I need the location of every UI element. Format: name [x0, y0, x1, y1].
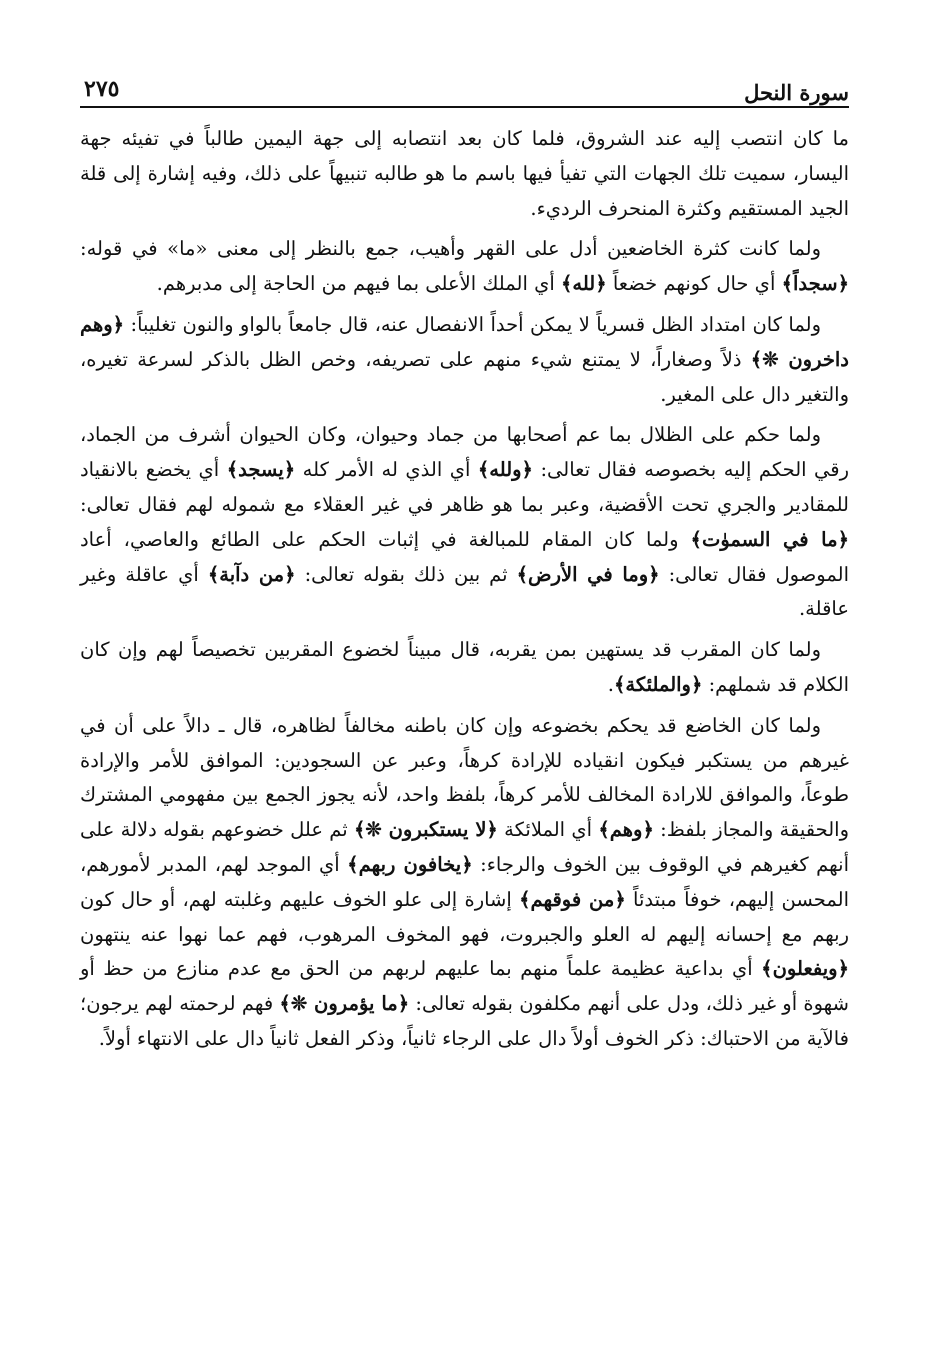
page-header: [80, 70, 849, 108]
text-segment: أي الذي له الأمر كله: [295, 458, 478, 482]
body-text: [80, 122, 849, 1063]
text-segment: أي حال كونهم خضعاً: [606, 272, 782, 296]
text-segment: ما كان انتصب إليه عند الشروق، فلما كان بعد انتصابه إلى جهة اليمين طالباً في تفيئه جهة اليسار، سميت تلك الجهات التي تفيأ فيها باسم ما هو طالبه تنبيهاً على ذلك، وفيه إشارة إلى قلة الجيد المستقيم وكثرة المنحرف الرديء.: [80, 127, 849, 220]
paragraph: [80, 633, 849, 703]
paragraph: [80, 232, 849, 302]
paragraph: [80, 122, 849, 226]
text-segment: أي عاقلة وغير عاقلة.: [80, 562, 849, 621]
quran-quote: ﴿ما يؤمرون ❊﴾: [279, 992, 410, 1016]
text-segment: أي يخضع بالانقياد للمقادير والجري تحت الأقضية، وعبر بما هو ظاهر في غير العقلاء مع شموله لهم فقال تعالى:: [80, 458, 849, 516]
text-segment: إشارة إلى علو الخوف عليهم وغلبته لهم، أو حال كون ربهم مع إحسانه إليهم له العلو والجبروت، فهو المخوف المرهوب، فهم عما نهوا عنه ينتهون: [80, 887, 849, 946]
quran-quote: ﴿من فوقهم﴾: [519, 887, 626, 911]
text-segment: ولما حكم على الظلال بما عم أصحابها من جماد وحيوان، وكان الحيوان أشرف من الجماد، رقي الحكم إليه بخصوصه فقال تعالى:: [80, 423, 850, 482]
text-segment: أي الملك الأعلى بما فيهم من الحاجة إلى مدبرهم.: [156, 272, 561, 296]
text-segment: ذلاً وصغاراً، لا يمتنع شيء منهم على تصريفه، وخص الظل بالذكر لسرعة تغيره، والتغير دال على المغير.: [80, 347, 849, 406]
text-segment: ولما كان المقرب قد يستهين بمن يقربه، قال مبيناً لخضوع المقربين تخصيصاً لهم وإن كان الكلام قد شملهم:: [80, 638, 849, 696]
paragraph: [80, 418, 849, 627]
page-number: ٢٧٥: [84, 76, 120, 102]
paragraph: [80, 709, 849, 1057]
text-segment: ثم علل خضوعهم بقوله دلالة على أنهم كغيرهم في الوقوف بين الخوف والرجاء:: [80, 818, 849, 876]
quran-quote: ﴿ولله﴾: [477, 458, 533, 482]
text-segment: .: [607, 672, 614, 696]
text-segment: ثم بين ذلك بقوله تعالى:: [295, 562, 517, 586]
quran-quote: ﴿والملئكة﴾: [613, 672, 703, 696]
text-segment: أي الموجد لهم، المدبر لأمورهم، المحسن إليهم، خوفاً مبتدئاً: [80, 852, 849, 911]
text-segment: فهم لرحمته لهم يرجون؛ فالآية من الاحتباك: ذكر الخوف أولاً دال على الرجاء ثانياً، وذكر الفعل ثانياً دال على الانتهاء أولاً.: [80, 992, 849, 1050]
quran-quote: ﴿لا يستكبرون ❊﴾: [353, 818, 498, 842]
quran-quote: ﴿يسجد﴾: [226, 458, 296, 482]
surah-title: سورة النحل: [744, 80, 849, 105]
quran-quote: ﴿ما في السموٰت﴾: [690, 527, 849, 551]
quran-quote: ﴿ويفعلون﴾: [761, 957, 849, 981]
quran-quote: ﴿من دآبة﴾: [207, 562, 296, 586]
text-segment: ولما كانت كثرة الخاضعين أدل على القهر وأهيب، جمع بالنظر إلى معنى «ما» في قوله:: [80, 237, 821, 261]
quran-quote: ﴿وهم﴾: [598, 818, 654, 842]
text-segment: أي الملائكة: [497, 818, 599, 842]
quran-quote: ﴿لله﴾: [560, 272, 607, 296]
text-segment: ولما كان الخاضع قد يحكم بخضوعه وإن كان باطنه مخالفاً لظاهره، قال ـ دالاً على أن في غيرهم من يستكبر فيكون انقياده للإرادة كرهاً، وعبر عن السجودين: الموافق للأمر والإرادة طوعاً، والموافق للارادة المخالف للأمر كرهاً، بلفظ واحد، لأنه يجوز الجمع بين مفهومي المشترك والحقيقة والمجاز بلفظ:: [80, 713, 849, 842]
quran-quote: ﴿سجداً﴾: [781, 272, 849, 296]
text-segment: ولما كان امتداد الظل قسرياً لا يمكن أحداً الانفصال عنه، قال جامعاً بالواو والنون تغليباً:: [124, 312, 821, 336]
paragraph: [80, 308, 849, 412]
text-segment: ولما كان المقام للمبالغة في إثبات الحكم على الطائع والعاصي، أعاد الموصول فقال تعالى:: [80, 527, 849, 586]
text-segment: أي بداعية عظيمة علماً منهم بما عليهم لربهم من الحق مع عدم منازع من حظ أو شهوة أو غير ذلك، ودل على أنهم مكلفون بقوله تعالى:: [80, 957, 849, 1016]
quran-quote: ﴿يخافون ربهم﴾: [347, 852, 473, 876]
quran-quote: ﴿وما في الأرض﴾: [516, 562, 660, 586]
quran-quote: ﴿وهم داخرون ❊﴾: [80, 312, 849, 371]
